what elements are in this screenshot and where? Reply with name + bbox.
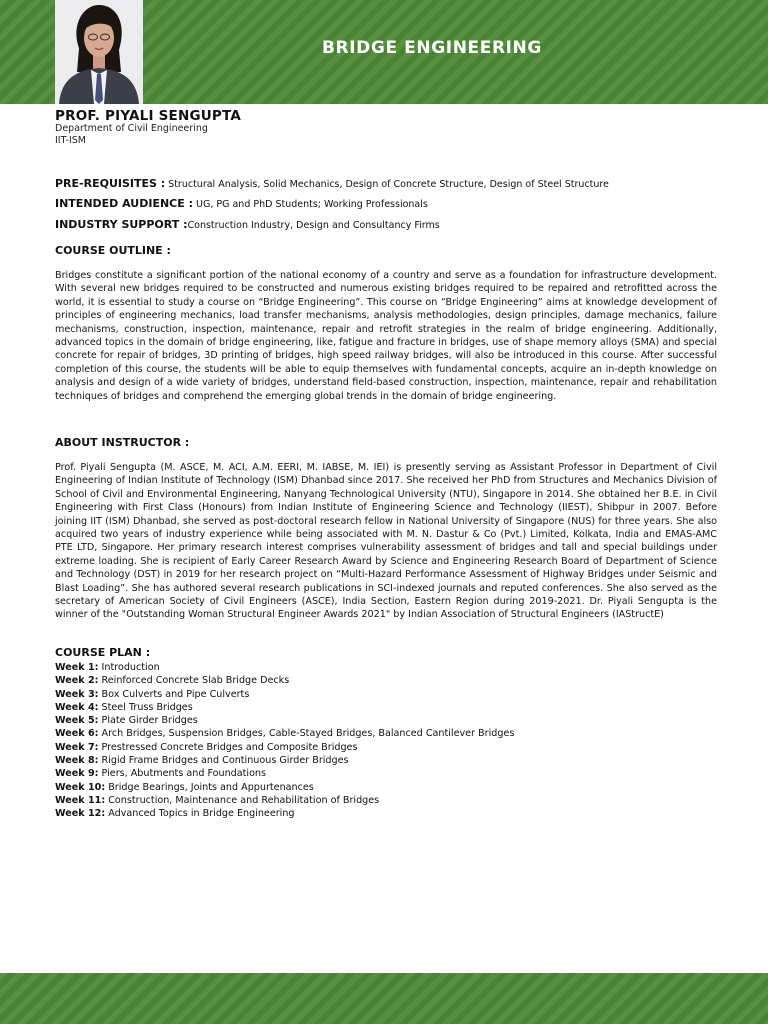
week-topic: Steel Truss Bridges bbox=[98, 701, 193, 713]
instructor-portrait-image bbox=[55, 0, 143, 104]
industry-line bbox=[55, 218, 735, 231]
week-label: Week 10: bbox=[55, 781, 106, 793]
week-label: Week 4: bbox=[55, 701, 99, 713]
week-label: Week 5: bbox=[55, 715, 99, 727]
week-topic: Plate Girder Bridges bbox=[98, 715, 198, 727]
prerequisites-line bbox=[55, 177, 735, 190]
week-topic: Bridge Bearings, Joints and Appurtenances bbox=[105, 781, 314, 793]
instructor-institute: IIT-ISM bbox=[55, 135, 86, 146]
prerequisites-value: Structural Analysis, Solid Mechanics, Design of Concrete Structure, Design of Steel Structure bbox=[165, 179, 609, 190]
plan-row bbox=[55, 781, 514, 794]
plan-row bbox=[55, 727, 514, 740]
prerequisites-label: PRE-REQUISITES : bbox=[55, 177, 166, 190]
audience-line bbox=[55, 197, 735, 210]
plan-row bbox=[55, 674, 514, 687]
week-label: Week 11: bbox=[55, 794, 106, 806]
week-label: Week 6: bbox=[55, 728, 99, 740]
week-topic: Reinforced Concrete Slab Bridge Decks bbox=[98, 675, 290, 687]
header-banner bbox=[0, 0, 768, 104]
plan-heading: COURSE PLAN : bbox=[55, 646, 151, 659]
week-topic: Piers, Abutments and Foundations bbox=[98, 768, 267, 780]
week-topic: Construction, Maintenance and Rehabilitation of Bridges bbox=[105, 794, 380, 806]
week-topic: Box Culverts and Pipe Culverts bbox=[98, 688, 250, 700]
week-label: Week 2: bbox=[55, 675, 99, 687]
plan-row bbox=[55, 754, 514, 767]
week-topic: Prestressed Concrete Bridges and Composite Bridges bbox=[98, 741, 358, 753]
week-topic: Advanced Topics in Bridge Engineering bbox=[105, 808, 295, 820]
footer-banner bbox=[0, 973, 768, 1024]
week-label: Week 3: bbox=[55, 688, 99, 700]
plan-row bbox=[55, 701, 514, 714]
course-plan-list bbox=[55, 661, 514, 821]
plan-row bbox=[55, 661, 514, 674]
week-topic: Introduction bbox=[98, 662, 160, 673]
week-label: Week 12: bbox=[55, 808, 106, 820]
week-label: Week 1: bbox=[55, 662, 99, 673]
instructor-department: Department of Civil Engineering bbox=[55, 123, 208, 134]
industry-label: INDUSTRY SUPPORT : bbox=[55, 218, 188, 231]
course-title: BRIDGE ENGINEERING bbox=[322, 38, 542, 58]
plan-row bbox=[55, 807, 514, 820]
about-text: Prof. Piyali Sengupta (M. ASCE, M. ACI, A.M. EERI, M. IABSE, M. IEI) is presently serving as Assistant Professor in Department of Civil Engineering of Indian Institute of Technology (ISM) Dhanbad since 2017. She received her PhD from Structures and Mechanics Division of School of Civil and Environmental Engineering, Nanyang Technological University (NTU), Singapore in 2014. She obtained her B.E. in Civil Engineering with First Class (Honours) from Indian Institute of Engineering Science and Technology (IIEST), Shibpur in 2007. Before joining IIT (ISM) Dhanbad, she served as post-doctoral research fellow in National University of Singapore (NUS) for three years. She also acquired two years of industry experience while being associated with M. N. Dastur & Co (Pvt.) Limited, Kolkata, India and EMAS-AMC PTE LTD, Singapore. Her primary research interest comprises vulnerability assessment of bridges and tall and special buildings under extreme loading. She is recipient of Early Career Research Award by Science and Engineering Research Board of Department of Science and Technology (DST) in 2019 for her research project on “Multi-Hazard Performance Assessment of Highway Bridges under Seismic and Blast Loading”. She has authored several research publications in SCI-indexed journals and reputed conferences. She also served as the secretary of American Society of Civil Engineers (ASCE), India Section, Eastern Region during 2019-2021. Dr. Piyali Sengupta is the winner of the "Outstanding Woman Structural Engineer Awards 2021" by Indian Association of Structural Engineers (IAStructE) bbox=[55, 462, 717, 621]
week-label: Week 8: bbox=[55, 755, 99, 767]
instructor-name: PROF. PIYALI SENGUPTA bbox=[55, 108, 241, 124]
audience-label: INTENDED AUDIENCE : bbox=[55, 197, 193, 210]
about-heading: ABOUT INSTRUCTOR : bbox=[55, 436, 190, 449]
plan-row bbox=[55, 688, 514, 701]
outline-text: Bridges constitute a significant portion of the national economy of a country and serve as a foundation for infrastructure development. With several new bridges required to be constructed and numerous existing bridges required to be repaired and retrofitted across the world, it is essential to study a course on “Bridge Engineering”. This course on “Bridge Engineering” aims at knowledge development of principles of engineering mechanics, load transfer mechanisms, analysis methodologies, design principles, damage mechanics, failure mechanisms, construction, inspection, maintenance, repair and retrofit strategies in the realm of bridge engineering. Additionally, advanced topics in the domain of bridge engineering, like, fatigue and fracture in bridges, use of shape memory alloys (SMA) and special concrete for repair of bridges, 3D printing of bridges, high speed railway bridges, will also be introduced in this course. After successful completion of this course, the students will be able to equip themselves with fundamental concepts, acquire an in-depth knowledge on analysis and design of a wide variety of bridges, understand field-based construction, inspection, maintenance, repair and rehabilitation techniques of bridges and comprehend the emerging global trends in the domain of bridge engineering. bbox=[55, 270, 717, 402]
week-label: Week 9: bbox=[55, 768, 99, 780]
plan-row bbox=[55, 794, 514, 807]
audience-value: UG, PG and PhD Students; Working Professionals bbox=[193, 199, 428, 210]
week-label: Week 7: bbox=[55, 741, 99, 753]
plan-row bbox=[55, 714, 514, 727]
outline-heading: COURSE OUTLINE : bbox=[55, 244, 171, 257]
industry-value: Construction Industry, Design and Consultancy Firms bbox=[187, 220, 440, 231]
instructor-photo bbox=[55, 0, 143, 104]
week-topic: Rigid Frame Bridges and Continuous Girder Bridges bbox=[98, 755, 349, 767]
plan-row bbox=[55, 767, 514, 780]
plan-row bbox=[55, 741, 514, 754]
week-topic: Arch Bridges, Suspension Bridges, Cable-Stayed Bridges, Balanced Cantilever Bridges bbox=[98, 728, 515, 740]
